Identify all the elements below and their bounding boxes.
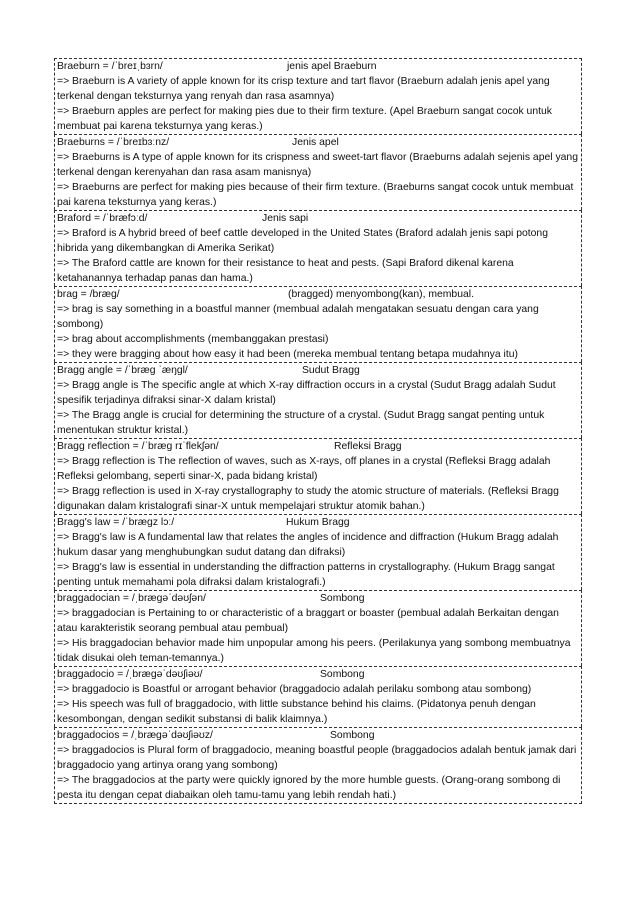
- dictionary-entry: [54, 666, 582, 727]
- entry-translation: Sudut Bragg: [302, 365, 360, 376]
- entry-header: [57, 728, 579, 743]
- dictionary-entry: [54, 727, 582, 804]
- entry-definition: => Braford is A hybrid breed of beef cattle developed in the United States (Braford adalah jenis sapi potong hibrida yang dikembangkan di Amerika Serikat): [57, 228, 548, 254]
- entry-translation: (bragged) menyombong(kan), membual.: [288, 289, 474, 300]
- entry-header: [57, 135, 579, 150]
- entry-header: [57, 439, 579, 454]
- dictionary-sheet: [54, 58, 582, 804]
- entry-translation: Jenis sapi: [262, 213, 309, 224]
- entry-headword: brag = /bræg/: [57, 289, 120, 300]
- dictionary-entry: [54, 362, 582, 438]
- entry-header: [57, 211, 579, 226]
- entry-headword: Braeburn = /ˈbreɪˌbɜrn/: [57, 61, 163, 72]
- entry-definition: => Braeburn is A variety of apple known for its crisp texture and tart flavor (Braeburn adalah jenis apel yang terkenal dengan teksturnya yang renyah dan rasa asamnya): [57, 76, 550, 102]
- entry-example: => The Bragg angle is crucial for determining the structure of a crystal. (Sudut Bragg sangat penting untuk menentukan struktur kristal.): [57, 410, 545, 436]
- entry-definition: => braggadocio is Boastful or arrogant behavior (braggadocio adalah perilaku sombong atau sombong): [57, 684, 532, 695]
- entry-headword: Bragg reflection = /ˈbræg rɪˈflekʃən/: [57, 441, 219, 452]
- entry-header: [57, 667, 579, 682]
- dictionary-entry: [54, 590, 582, 666]
- entry-headword: Bragg's law = /ˈbrægz lɔː/: [57, 517, 175, 528]
- entry-example: => Bragg's law is essential in understanding the diffraction patterns in crystallography. (Hukum Bragg sangat penting untuk memahami pola difraksi dalam kristalografi.): [57, 562, 555, 588]
- entry-header: [57, 287, 579, 302]
- entry-header: [57, 59, 579, 74]
- dictionary-entry: [54, 286, 582, 362]
- dictionary-entry: [54, 134, 582, 210]
- entry-translation: Sombong: [320, 669, 365, 680]
- entry-definition: => Braeburns is A type of apple known for its crispness and sweet-tart flavor (Braeburns adalah sejenis apel yang terkenal dengan kerenyahan dan rasa asam manisnya): [57, 152, 578, 178]
- entry-example: => His speech was full of braggadocio, with little substance behind his claims. (Pidatonya penuh dengan kesombongan, dengan sedikit substansi di balik klaimnya.): [57, 699, 536, 725]
- entry-translation: Jenis apel: [292, 137, 339, 148]
- entry-definition: => Bragg's law is A fundamental law that relates the angles of incidence and diffraction (Hukum Bragg adalah hukum dasar yang menghubungkan sudut datang dan difraksi): [57, 532, 559, 558]
- entry-example: => The braggadocios at the party were quickly ignored by the more humble guests. (Orang-orang sombong di pesta itu dengan cepat diabaikan oleh tamu-tamu yang lebih rendah hati.): [57, 775, 561, 801]
- entry-headword: braggadocios = /ˌbrægəˈdəʊʃiəʊz/: [57, 730, 213, 741]
- entry-example: => The Braford cattle are known for their resistance to heat and pests. (Sapi Braford dikenal karena ketahanannya terhadap panas dan hama.): [57, 258, 514, 284]
- entry-headword: braggadocian = /ˌbrægəˈdəʊʃən/: [57, 593, 206, 604]
- entry-example: => Braeburn apples are perfect for making pies due to their firm texture. (Apel Braeburn sangat cocok untuk membuat pai karena teksturnya yang keras.): [57, 106, 552, 132]
- entry-example: => His braggadocian behavior made him unpopular among his peers. (Perilakunya yang sombong membuatnya tidak disukai oleh teman-temannya.): [57, 638, 571, 664]
- entry-definition: => Bragg reflection is The reflection of waves, such as X-rays, off planes in a crystal (Refleksi Bragg adalah Refleksi gelombang, seperti sinar-X, pada bidang kristal): [57, 456, 551, 482]
- entry-headword: Braford = /ˈbræfɔːd/: [57, 213, 148, 224]
- entry-header: [57, 363, 579, 378]
- dictionary-entry: [54, 438, 582, 514]
- entry-usage: => brag about accomplishments (membanggakan prestasi): [57, 334, 329, 345]
- dictionary-entry: [54, 210, 582, 286]
- entry-header: [57, 591, 579, 606]
- entry-definition: => Bragg angle is The specific angle at which X-ray diffraction occurs in a crystal (Sudut Bragg adalah Sudut spesifik terjadinya difraksi sinar-X dalam kristal): [57, 380, 556, 406]
- entry-translation: Hukum Bragg: [286, 517, 350, 528]
- entry-example: => they were bragging about how easy it had been (mereka membual tentang betapa mudahnya itu): [57, 349, 518, 360]
- entry-example: => Bragg reflection is used in X-ray crystallography to study the atomic structure of materials. (Refleksi Bragg digunakan dalam kristalografi sinar-X untuk mempelajari struktur atomik bahan.): [57, 486, 559, 512]
- entry-example: => Braeburns are perfect for making pies because of their firm texture. (Braeburns sangat cocok untuk membuat pai karena teksturnya yang keras.): [57, 182, 574, 208]
- entry-translation: Refleksi Bragg: [334, 441, 402, 452]
- entry-headword: braggadocio = /ˌbrægəˈdəʊʃiəʊ/: [57, 669, 203, 680]
- dictionary-entry: [54, 514, 582, 590]
- entry-translation: jenis apel Braeburn: [287, 61, 377, 72]
- dictionary-entry: [54, 58, 582, 134]
- entry-headword: Bragg angle = /ˈbræg ˈæŋgl/: [57, 365, 188, 376]
- entry-definition: => brag is say something in a boastful manner (membual adalah mengatakan sesuatu dengan cara yang sombong): [57, 304, 539, 330]
- entry-translation: Sombong: [320, 593, 365, 604]
- entry-definition: => braggadocian is Pertaining to or characteristic of a braggart or boaster (pembual adalah Berkaitan dengan atau karakteristik seorang pembual atau pembual): [57, 608, 559, 634]
- entry-translation: Sombong: [330, 730, 375, 741]
- entry-definition: => braggadocios is Plural form of braggadocio, meaning boastful people (braggadocios adalah bentuk jamak dari braggadocio yang artinya orang yang sombong): [57, 745, 577, 771]
- entry-headword: Braeburns = /ˈbreɪbɜːnz/: [57, 137, 170, 148]
- entry-header: [57, 515, 579, 530]
